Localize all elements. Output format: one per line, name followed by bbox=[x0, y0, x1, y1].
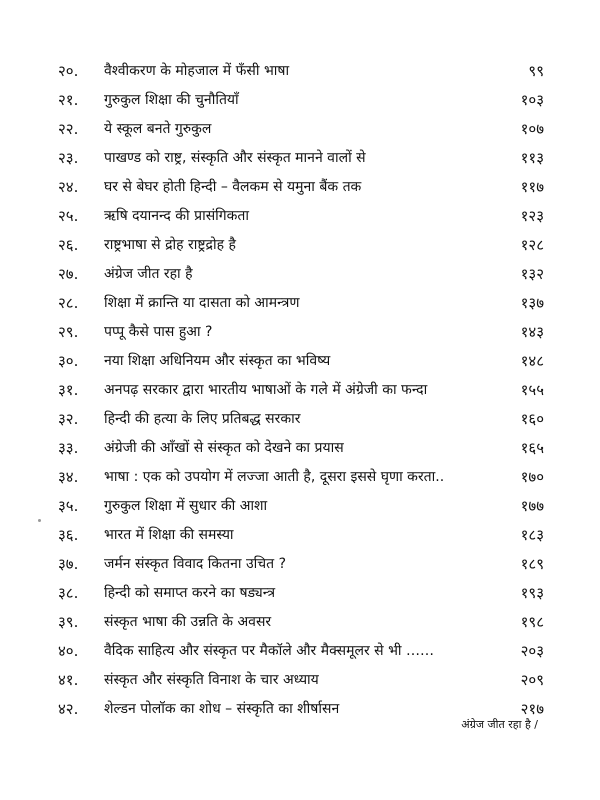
toc-entry-30[interactable] bbox=[0, 348, 600, 377]
toc-entry-29[interactable] bbox=[0, 319, 600, 348]
chapter-title: पप्पू कैसे पास हुआ ? bbox=[104, 324, 213, 340]
toc-entry-31[interactable] bbox=[0, 377, 600, 406]
page-number: १६५ bbox=[520, 439, 544, 457]
chapter-title: शिक्षा में क्रान्ति या दासता को आमन्त्रण bbox=[104, 295, 300, 311]
page-number: १८३ bbox=[520, 526, 544, 544]
page-number: ११३ bbox=[520, 149, 544, 167]
chapter-number: ३३. bbox=[58, 439, 79, 457]
page-number: १३२ bbox=[520, 265, 544, 283]
chapter-title: गुरुकुल शिक्षा में सुधार की आशा bbox=[104, 498, 268, 514]
chapter-title: वैश्वीकरण के मोहजाल में फँसी भाषा bbox=[104, 63, 290, 79]
chapter-title: घर से बेघर होती हिन्दी – वैलकम से यमुना बैंक तक bbox=[104, 179, 362, 195]
chapter-number: २१. bbox=[58, 91, 79, 109]
page-number: १७० bbox=[520, 468, 544, 486]
page-number: १२८ bbox=[520, 236, 544, 254]
chapter-title: संस्कृत और संस्कृति विनाश के चार अध्याय bbox=[104, 672, 319, 688]
toc-entry-20[interactable] bbox=[0, 58, 600, 87]
toc-entry-26[interactable] bbox=[0, 232, 600, 261]
chapter-number: ३९. bbox=[58, 613, 79, 631]
chapter-title: अंग्रेजी की आँखों से संस्कृत को देखने का प्रयास bbox=[104, 440, 344, 456]
chapter-number: २८. bbox=[58, 294, 79, 312]
table-of-contents bbox=[0, 58, 600, 725]
chapter-number: ४२. bbox=[58, 700, 79, 718]
page-number: १५५ bbox=[520, 381, 544, 399]
chapter-title: नया शिक्षा अधिनियम और संस्कृत का भविष्य bbox=[104, 353, 331, 369]
chapter-number: ३२. bbox=[58, 410, 79, 428]
chapter-number: ३४. bbox=[58, 468, 79, 486]
toc-entry-22[interactable] bbox=[0, 116, 600, 145]
toc-entry-40[interactable] bbox=[0, 638, 600, 667]
page-number: २०९ bbox=[520, 671, 544, 689]
page-number: १४८ bbox=[520, 352, 544, 370]
chapter-number: ३५. bbox=[58, 497, 79, 515]
chapter-title: भारत में शिक्षा की समस्या bbox=[104, 527, 234, 543]
chapter-title: ये स्कूल बनते गुरुकुल bbox=[104, 121, 212, 137]
page-number: १७७ bbox=[520, 497, 544, 515]
page-number: १०७ bbox=[520, 120, 544, 138]
chapter-number: २२. bbox=[58, 120, 79, 138]
chapter-number: ३१. bbox=[58, 381, 79, 399]
toc-entry-35[interactable] bbox=[0, 493, 600, 522]
page-number: १६० bbox=[520, 410, 544, 428]
toc-entry-33[interactable] bbox=[0, 435, 600, 464]
toc-entry-36[interactable] bbox=[0, 522, 600, 551]
page-number: १९८ bbox=[520, 613, 544, 631]
page-number: १०३ bbox=[520, 91, 544, 109]
chapter-number: ४०. bbox=[58, 642, 79, 660]
chapter-title: हिन्दी को समाप्त करने का षड्यन्त्र bbox=[104, 585, 276, 601]
chapter-title: हिन्दी की हत्या के लिए प्रतिबद्ध सरकार bbox=[104, 411, 301, 427]
chapter-number: २३. bbox=[58, 149, 79, 167]
toc-entry-23[interactable] bbox=[0, 145, 600, 174]
chapter-title: ऋषि दयानन्द की प्रासंगिकता bbox=[104, 208, 250, 224]
chapter-number: २०. bbox=[58, 62, 79, 80]
chapter-title: संस्कृत भाषा की उन्नति के अवसर bbox=[104, 614, 272, 630]
chapter-number: २५. bbox=[58, 207, 79, 225]
toc-entry-41[interactable] bbox=[0, 667, 600, 696]
chapter-title: राष्ट्रभाषा से द्रोह राष्ट्रद्रोह है bbox=[104, 237, 236, 253]
page-number: १३७ bbox=[520, 294, 544, 312]
page-number: ९९ bbox=[528, 62, 544, 80]
toc-entry-37[interactable] bbox=[0, 551, 600, 580]
toc-entry-24[interactable] bbox=[0, 174, 600, 203]
chapter-title: अंग्रेज जीत रहा है bbox=[104, 266, 193, 282]
toc-entry-32[interactable] bbox=[0, 406, 600, 435]
toc-entry-27[interactable] bbox=[0, 261, 600, 290]
toc-entry-38[interactable] bbox=[0, 580, 600, 609]
chapter-title: पाखण्ड को राष्ट्र, संस्कृति और संस्कृत मानने वालों से bbox=[104, 150, 366, 166]
toc-entry-21[interactable] bbox=[0, 87, 600, 116]
scan-speck bbox=[38, 519, 41, 522]
chapter-number: २६. bbox=[58, 236, 79, 254]
running-footer-title: अंग्रेज जीत रहा है / bbox=[461, 718, 538, 731]
chapter-number: ३८. bbox=[58, 584, 79, 602]
chapter-title: जर्मन संस्कृत विवाद कितना उचित ? bbox=[104, 556, 287, 572]
toc-entry-25[interactable] bbox=[0, 203, 600, 232]
toc-entry-39[interactable] bbox=[0, 609, 600, 638]
page-number: २१७ bbox=[520, 700, 544, 718]
chapter-number: ४१. bbox=[58, 671, 79, 689]
toc-entry-28[interactable] bbox=[0, 290, 600, 319]
chapter-number: २९. bbox=[58, 323, 79, 341]
page-number: ११७ bbox=[520, 178, 544, 196]
page-number: १८९ bbox=[520, 555, 544, 573]
chapter-number: ३७. bbox=[58, 555, 79, 573]
page-number: २०३ bbox=[520, 642, 544, 660]
page-number: १९३ bbox=[520, 584, 544, 602]
chapter-title: शेल्डन पोलॉक का शोध – संस्कृति का शीर्षासन bbox=[104, 701, 340, 717]
toc-entry-34[interactable] bbox=[0, 464, 600, 493]
chapter-title: गुरुकुल शिक्षा की चुनौतियाँ bbox=[104, 92, 239, 108]
page-number: १२३ bbox=[520, 207, 544, 225]
chapter-title: वैदिक साहित्य और संस्कृत पर मैकॉले और मैक्समूलर से भी …… bbox=[104, 643, 434, 659]
chapter-number: ३६. bbox=[58, 526, 79, 544]
chapter-number: २७. bbox=[58, 265, 79, 283]
chapter-title: भाषा : एक को उपयोग में लज्जा आती है, दूसरा इससे घृणा करता.. bbox=[104, 469, 445, 485]
page-number: १४३ bbox=[520, 323, 544, 341]
chapter-number: २४. bbox=[58, 178, 79, 196]
chapter-title: अनपढ़ सरकार द्वारा भारतीय भाषाओं के गले में अंग्रेजी का फन्दा bbox=[104, 382, 428, 398]
chapter-number: ३०. bbox=[58, 352, 79, 370]
